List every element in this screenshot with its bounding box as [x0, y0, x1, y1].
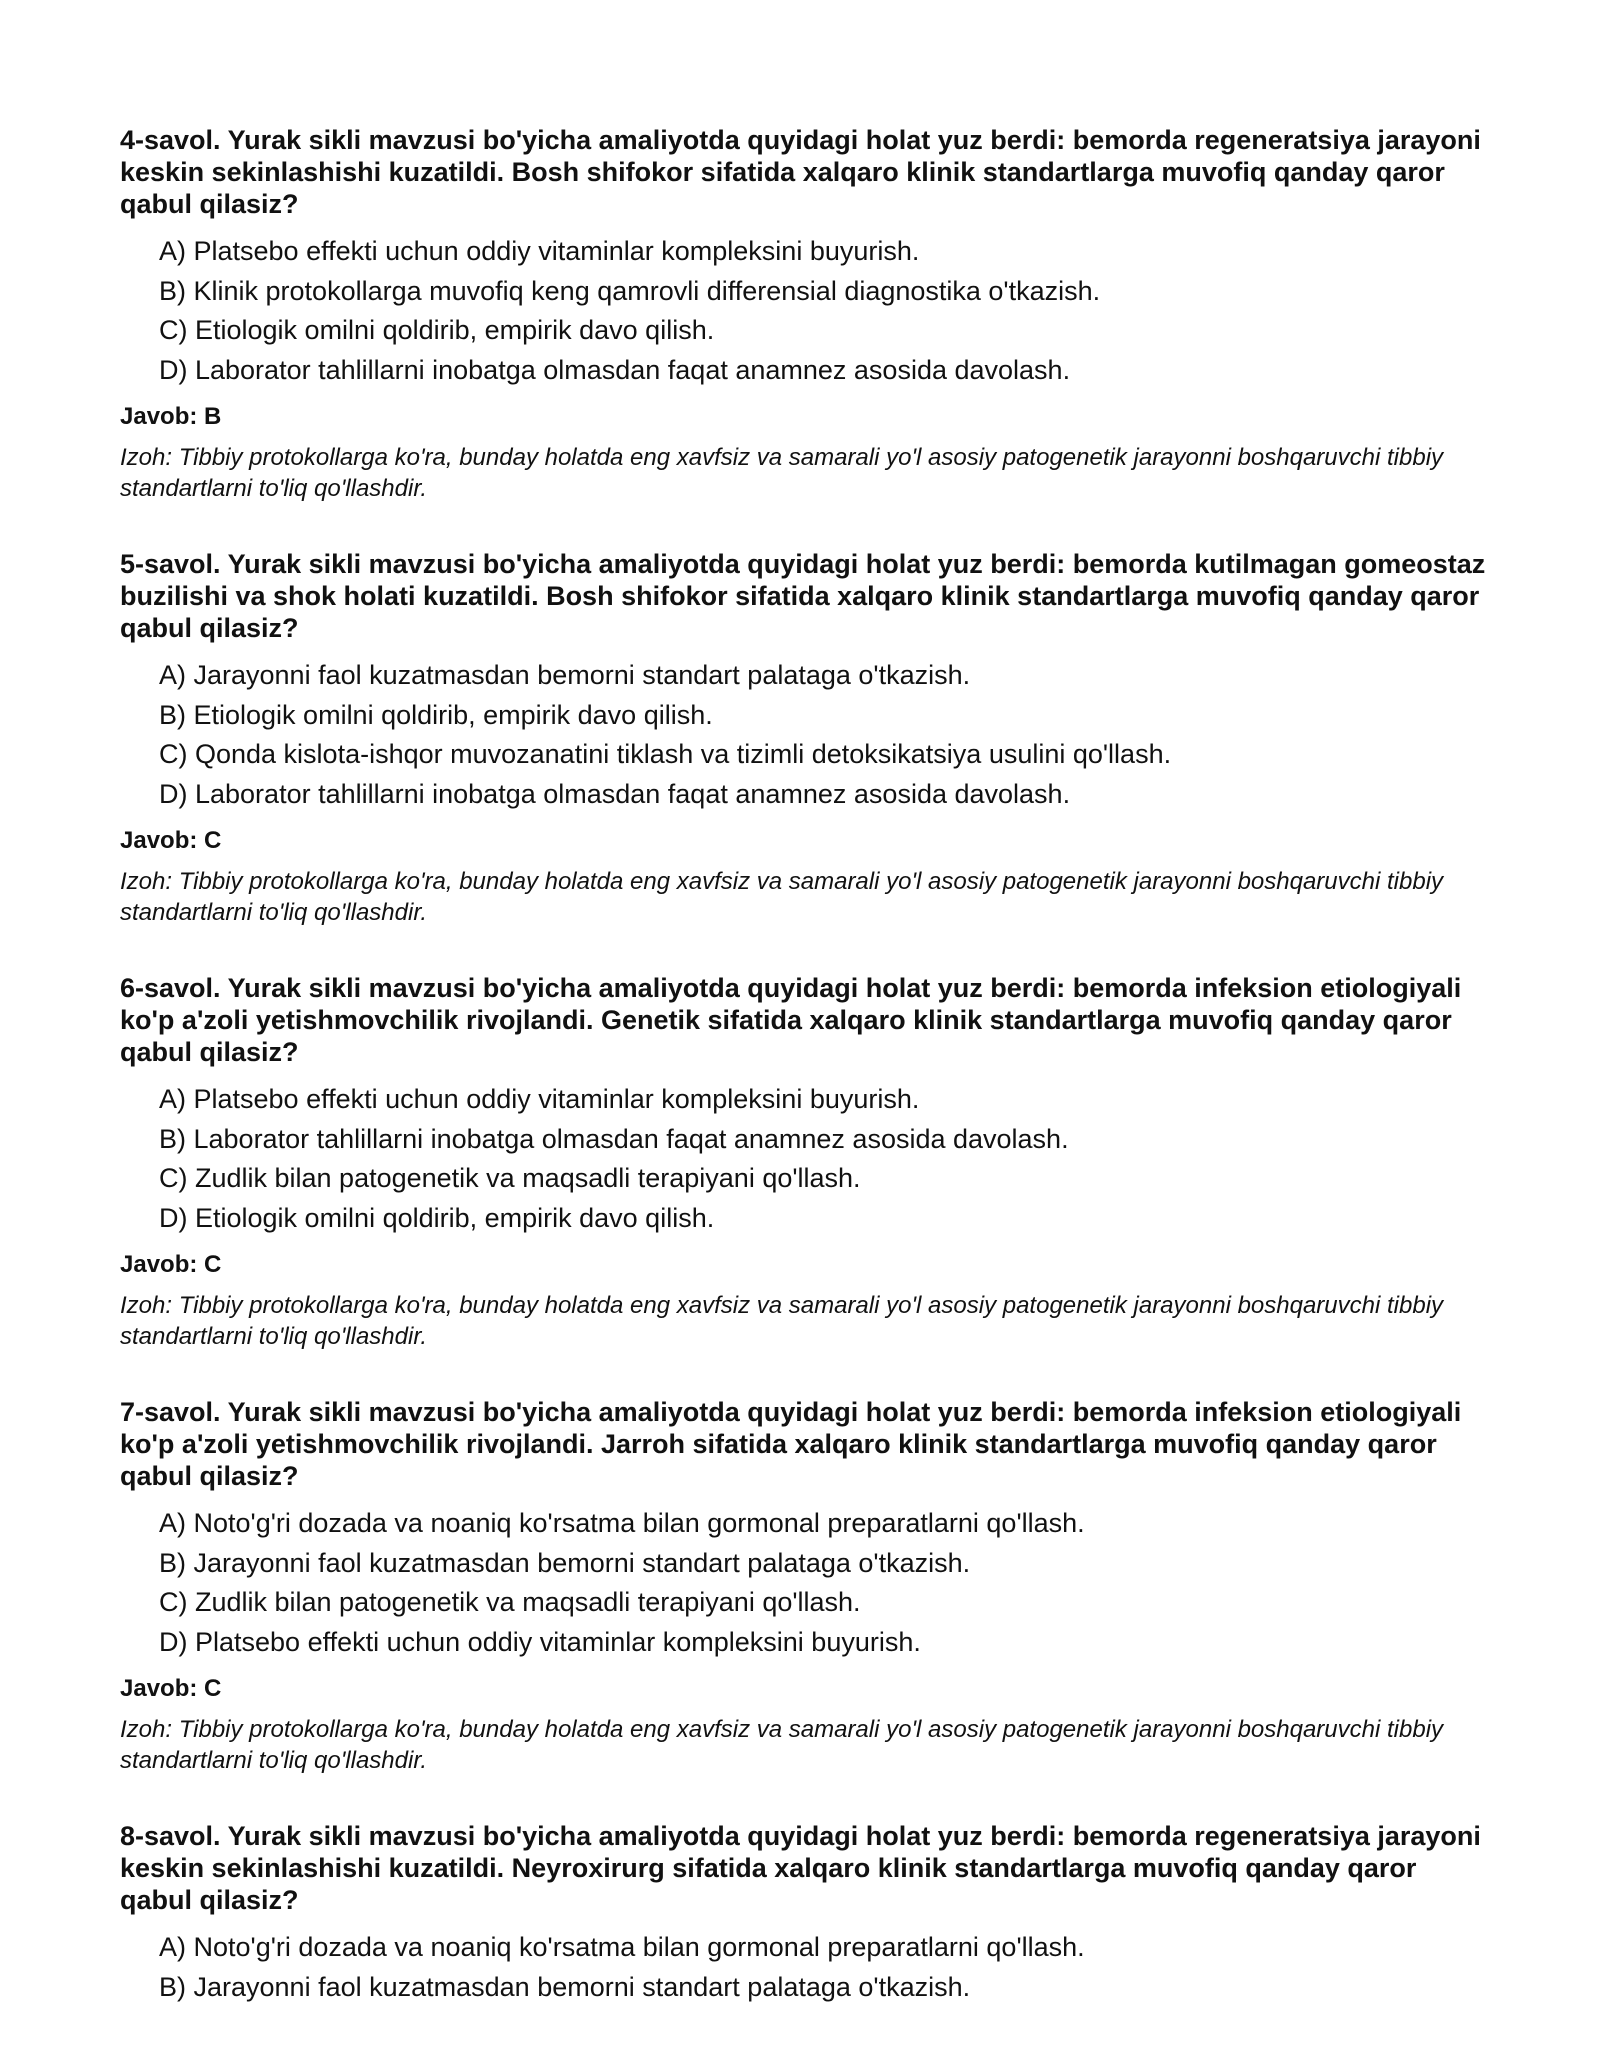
- question-8: [120, 1820, 1490, 2007]
- question-text: 5-savol. Yurak sikli mavzusi bo'yicha amaliyotda quyidagi holat yuz berdi: bemorda kutilmagan gomeostaz buzilishi va shok holati kuzatildi. Bosh shifokor sifatida xalqaro klinik standartlarga muvofiq qanday qaror qabul qilasiz?: [120, 549, 1486, 643]
- option-d: D) Etiologik omilni qoldirib, empirik davo qilish.: [159, 1202, 715, 1233]
- option-a: A) Platsebo effekti uchun oddiy vitaminlar kompleksini buyurish.: [159, 236, 920, 266]
- question-text: 6-savol. Yurak sikli mavzusi bo'yicha amaliyotda quyidagi holat yuz berdi: bemorda infeksion etiologiyali ko'p a'zoli yetishmovchilik rivojlandi. Genetik sifatida xalqaro klinik standartlarga muvofiq qanday qaror qabul qilasiz?: [120, 973, 1462, 1067]
- explanation-note: Izoh: Tibbiy protokollarga ko'ra, bunday holatda eng xavfsiz va samarali yo'l asosiy patogenetik jarayonni boshqaruvchi tibbiy standartlarni to'liq qo'llashdir.: [120, 444, 1444, 502]
- option-c: C) Etiologik omilni qoldirib, empirik davo qilish.: [159, 315, 715, 345]
- question-6: [120, 972, 1490, 1352]
- option-b: B) Laborator tahlillarni inobatga olmasdan faqat anamnez asosida davolash.: [159, 1123, 1069, 1154]
- option-b: B) Etiologik omilni qoldirib, empirik davo qilish.: [159, 699, 713, 730]
- answer: Javob: C: [120, 827, 222, 854]
- options-list: [120, 232, 1490, 390]
- explanation-note: Izoh: Tibbiy protokollarga ko'ra, bunday holatda eng xavfsiz va samarali yo'l asosiy patogenetik jarayonni boshqaruvchi tibbiy standartlarni to'liq qo'llashdir.: [120, 868, 1444, 926]
- question-text: 4-savol. Yurak sikli mavzusi bo'yicha amaliyotda quyidagi holat yuz berdi: bemorda regeneratsiya jarayoni keskin sekinlashishi kuzatildi. Bosh shifokor sifatida xalqaro klinik standartlarga muvofiq qanday qaror qabul qilasiz?: [120, 125, 1481, 219]
- option-b: B) Klinik protokollarga muvofiq keng qamrovli differensial diagnostika o'tkazish.: [159, 275, 1101, 306]
- question-4: [120, 124, 1490, 504]
- option-d: D) Laborator tahlillarni inobatga olmasdan faqat anamnez asosida davolash.: [159, 778, 1071, 809]
- question-7: [120, 1396, 1490, 1776]
- answer: Javob: B: [120, 403, 222, 430]
- answer: Javob: C: [120, 1251, 222, 1278]
- answer: Javob: C: [120, 1675, 222, 1702]
- option-c: C) Zudlik bilan patogenetik va maqsadli terapiyani qo'llash.: [159, 1163, 861, 1193]
- question-5: [120, 548, 1490, 928]
- question-text: 8-savol. Yurak sikli mavzusi bo'yicha amaliyotda quyidagi holat yuz berdi: bemorda regeneratsiya jarayoni keskin sekinlashishi kuzatildi. Neyroxirurg sifatida xalqaro klinik standartlarga muvofiq qanday qaror qabul qilasiz?: [120, 1821, 1481, 1915]
- option-a: A) Noto'g'ri dozada va noaniq ko'rsatma bilan gormonal preparatlarni qo'llash.: [159, 1932, 1085, 1962]
- document-page: [120, 124, 1490, 2007]
- option-d: D) Laborator tahlillarni inobatga olmasdan faqat anamnez asosida davolash.: [159, 354, 1071, 385]
- option-c: C) Qonda kislota-ishqor muvozanatini tiklash va tizimli detoksikatsiya usulini qo'llash.: [159, 739, 1172, 769]
- question-text: 7-savol. Yurak sikli mavzusi bo'yicha amaliyotda quyidagi holat yuz berdi: bemorda infeksion etiologiyali ko'p a'zoli yetishmovchilik rivojlandi. Jarroh sifatida xalqaro klinik standartlarga muvofiq qanday qaror qabul qilasiz?: [120, 1397, 1462, 1491]
- options-list: [120, 1504, 1490, 1662]
- option-c: C) Zudlik bilan patogenetik va maqsadli terapiyani qo'llash.: [159, 1587, 861, 1617]
- option-b: B) Jarayonni faol kuzatmasdan bemorni standart palataga o'tkazish.: [159, 1547, 971, 1578]
- options-list: [120, 1080, 1490, 1238]
- explanation-note: Izoh: Tibbiy protokollarga ko'ra, bunday holatda eng xavfsiz va samarali yo'l asosiy patogenetik jarayonni boshqaruvchi tibbiy standartlarni to'liq qo'llashdir.: [120, 1292, 1444, 1350]
- explanation-note: Izoh: Tibbiy protokollarga ko'ra, bunday holatda eng xavfsiz va samarali yo'l asosiy patogenetik jarayonni boshqaruvchi tibbiy standartlarni to'liq qo'llashdir.: [120, 1716, 1444, 1774]
- options-list: [120, 1928, 1490, 2007]
- option-d: D) Platsebo effekti uchun oddiy vitaminlar kompleksini buyurish.: [159, 1626, 921, 1657]
- option-a: A) Noto'g'ri dozada va noaniq ko'rsatma bilan gormonal preparatlarni qo'llash.: [159, 1508, 1085, 1538]
- option-a: A) Platsebo effekti uchun oddiy vitaminlar kompleksini buyurish.: [159, 1084, 920, 1114]
- options-list: [120, 656, 1490, 814]
- option-b: B) Jarayonni faol kuzatmasdan bemorni standart palataga o'tkazish.: [159, 1971, 971, 2002]
- option-a: A) Jarayonni faol kuzatmasdan bemorni standart palataga o'tkazish.: [159, 660, 971, 690]
